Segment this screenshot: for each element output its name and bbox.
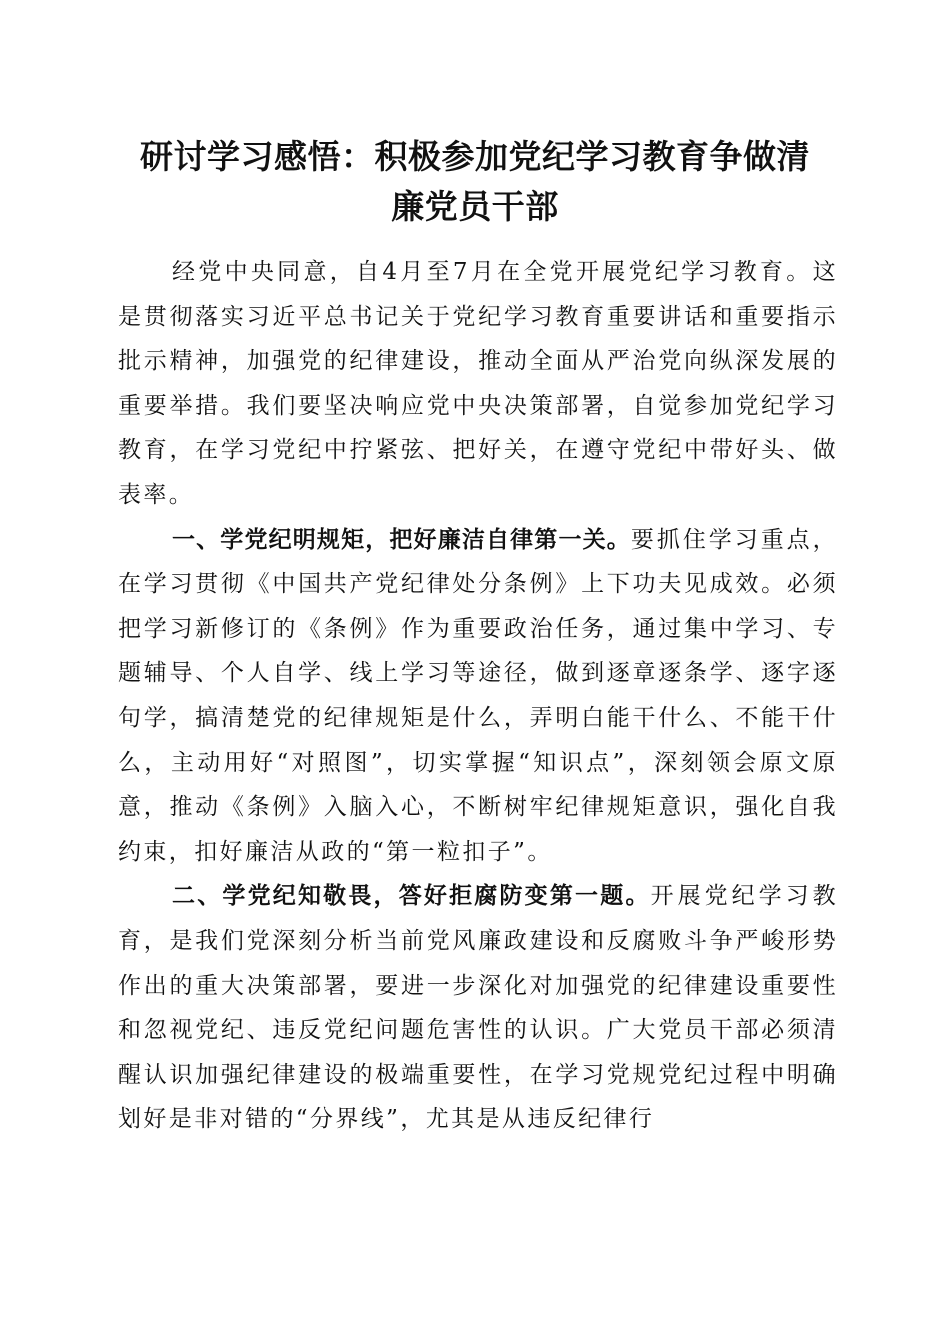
section-heading: 一、学党纪明规矩，把好廉洁自律第一关。 (172, 526, 631, 553)
paragraph-text: 开展党纪学习教育，是我们党深刻分析当前党风廉政建设和反腐败斗争严峻形势作出的重大决策部署，要进一步深化对加强党的纪律建设重要性和忽视党纪、违反党纪问题危害性的认识。广大党员干部必须清醒认识加强纪律建设的极端重要性，在学习党规党纪过程中明确划好是非对错的“分界线”，尤其是从违反纪律行 (118, 883, 838, 1133)
title-line-2: 廉党员干部 (391, 187, 559, 226)
paragraph-text: 经党中央同意，自4月至7月在全党开展党纪学习教育。这是贯彻落实习近平总书记关于党纪学习教育重要讲话和重要指示批示精神，加强党的纪律建设，推动全面从严治党向纵深发展的重要举措。我们要坚决响应党中央决策部署，自觉参加党纪学习教育，在学习党纪中拧紧弦、把好关，在遵守党纪中带好头、做表率。 (118, 259, 838, 508)
document-title (100, 132, 850, 232)
paragraph-text: 要抓住学习重点，在学习贯彻《中国共产党纪律处分条例》上下功夫见成效。必须把学习新修订的《条例》作为重要政治任务，通过集中学习、专题辅导、个人自学、线上学习等途径，做到逐章逐条学、逐字逐句学，搞清楚党的纪律规矩是什么，弄明白能干什么、不能干什么，主动用好“对照图”，切实掌握“知识点”，深刻领会原文原意，推动《条例》入脑入心，不断树牢纪律规矩意识，强化自我约束，扣好廉洁从政的“第一粒扣子”。 (118, 526, 838, 865)
paragraph-section-1 (118, 518, 838, 875)
title-line-1: 研讨学习感悟：积极参加党纪学习教育争做清 (140, 137, 810, 176)
section-heading: 二、学党纪知敬畏，答好拒腐防变第一题。 (172, 883, 651, 910)
paragraph-intro (118, 250, 838, 518)
document-body (118, 250, 838, 1142)
paragraph-section-2 (118, 874, 838, 1142)
